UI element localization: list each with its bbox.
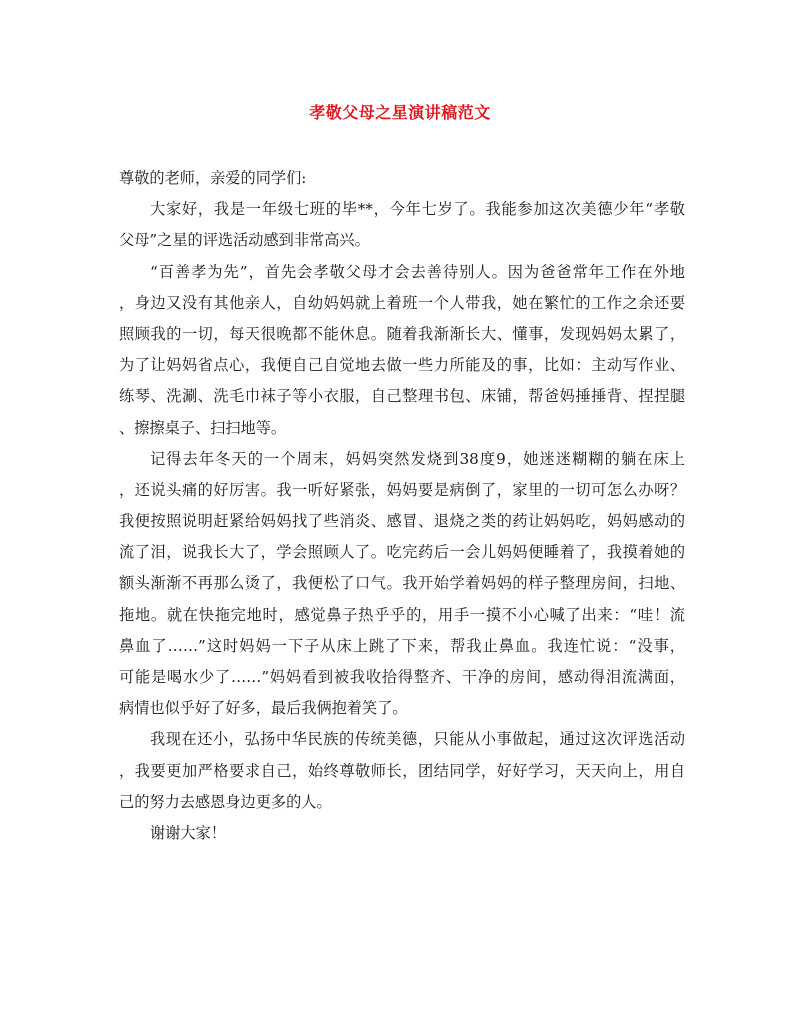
paragraph-4-line-1: 我现在还小，弘扬中华民族的传统美德，只能从小事做起，通过这次评选活动 [150, 730, 685, 749]
document-title: 孝敬父母之星演讲稿范文 [309, 103, 491, 122]
paragraph-3-line-9: 病情也似乎好了好多，最后我俩抱着笑了。 [119, 699, 408, 718]
paragraph-3-line-6: 拖地。就在快拖完地时，感觉鼻子热乎乎的，用手一摸不小心喊了出来：“哇！流 [119, 605, 685, 624]
paragraph-3-line-3: 我便按照说明赶紧给妈妈找了些消炎、感冒、退烧之类的药让妈妈吃，妈妈感动的 [119, 512, 685, 531]
closing-line: 谢谢大家！ [150, 823, 226, 842]
paragraph-3-line-5: 额头渐渐不再那么烫了，我便松了口气。我开始学着妈妈的样子整理房间，扫地、 [119, 574, 685, 593]
paragraph-3-line-1: 记得去年冬天的一个周末，妈妈突然发烧到38度9，她迷迷糊糊的躺在床上 [150, 449, 685, 468]
paragraph-3-line-7: 鼻血了……”这时妈妈一下子从床上跳了下来，帮我止鼻血。我连忙说：“没事， [119, 636, 685, 655]
paragraph-3-line-8: 可能是喝水少了……”妈妈看到被我收拾得整齐、干净的房间，感动得泪流满面， [119, 668, 685, 686]
paragraph-3-line-4: 流了泪，说我长大了，学会照顾人了。吃完药后一会儿妈妈便睡着了，我摸着她的 [119, 543, 685, 562]
paragraph-1-line-1: 大家好，我是一年级七班的毕**，今年七岁了。我能参加这次美德少年“孝敬 [150, 200, 685, 219]
paragraph-2-line-4: 为了让妈妈省点心，我便自己自觉地去做一些力所能及的事，比如：主动写作业、 [119, 356, 685, 375]
document-body [119, 163, 685, 849]
paragraph-2-line-1: “百善孝为先”，首先会孝敬父母才会去善待别人。因为爸爸常年工作在外地 [150, 262, 685, 281]
paragraph-4-line-3: 己的努力去感恩身边更多的人。 [119, 792, 332, 811]
paragraph-2-line-5: 练琴、洗涮、洗毛巾袜子等小衣服，自己整理书包、床铺，帮爸妈捶捶背、捏捏腿 [119, 387, 685, 406]
paragraph-4-line-2: ，我要更加严格要求自己，始终尊敬师长，团结同学，好好学习，天天向上，用自 [119, 761, 685, 780]
paragraph-2-line-2: ，身边又没有其他亲人，自幼妈妈就上着班一个人带我，她在繁忙的工作之余还要 [119, 293, 685, 312]
paragraph-1-line-2: 父母”之星的评选活动感到非常高兴。 [119, 231, 370, 250]
paragraph-2-line-3: 照顾我的一切，每天很晚都不能休息。随着我渐渐长大、懂事，发现妈妈太累了， [119, 324, 685, 343]
greeting-line: 尊敬的老师，亲爱的同学们: [119, 169, 307, 187]
paragraph-2-line-6: 、擦擦桌子、扫扫地等。 [119, 418, 287, 437]
paragraph-3-line-2: ，还说头痛的好厉害。我一听好紧张，妈妈要是病倒了，家里的一切可怎么办呀？ [119, 480, 685, 499]
